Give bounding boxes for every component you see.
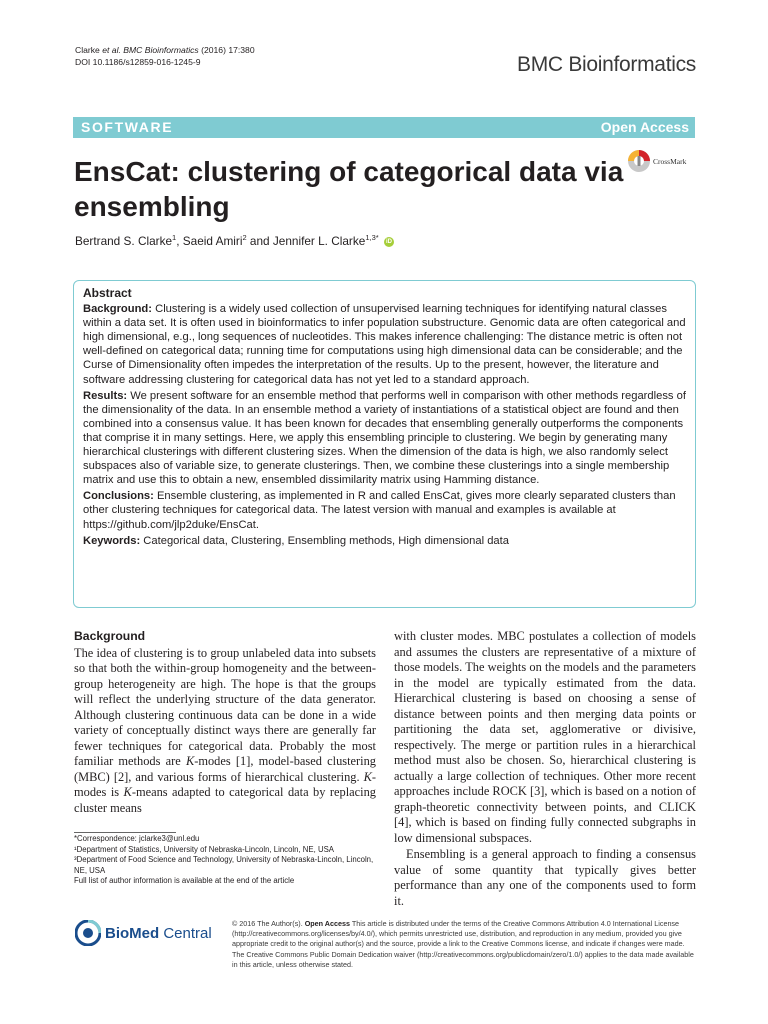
article-category: SOFTWARE [81,119,174,135]
author-affiliation-sup: 1 [172,233,177,242]
citation-line [75,44,255,56]
footnote-divider [74,832,176,833]
citation-authors: Clarke [75,45,103,55]
author-name: , Saeid Amiri [176,233,243,248]
abstract-results [83,389,687,488]
abstract-text: Clustering is a widely used collection of unsupervised learning techniques for identifying natural classes within a data set. It is often used in bioinformatics to infer population substructure. Genomic data are often categorical and high dimensional, e.g., long sequences of nucleotides. This makes inference challenging: The distance metric is often not well-defined on categorical data; running time for computations using high dimensional data can be considerable; and the Curse of Dimensionality often impedes the interpretation of the results. Up to the present, however, the literature and software addressing clustering for categorical data has not yet led to a standard approach. [83,303,686,386]
author-affiliation-sup: 1,3* [365,233,379,242]
abstract-text: Ensemble clustering, as implemented in R and called EnsCat, gives more clearly separated clusters than other clustering techniques for categorical data. The latest version with manual and examples is available at https://github.com/jlp2duke/EnsCat. [83,490,676,531]
body-italic: K [185,754,195,768]
crossmark-label: CrossMark [653,156,687,166]
affiliation-note: ¹Department of Statistics, University of Nebraska-Lincoln, Lincoln, NE, USA [74,844,334,854]
affiliation-note: ³Department of Food Science and Technology, University of Nebraska-Lincoln, Lincoln, NE, USA [74,855,374,875]
publisher-name-bold: BioMed [105,924,160,942]
copyright-text: © 2016 The Author(s). [232,919,305,928]
body-italic: K [363,769,372,784]
citation-journal: et al. BMC Bioinformatics [102,45,199,55]
abstract-text: We present software for an ensemble method that performs well in comparison with other methods regardless of the dimensionality of the data. In an ensemble method a variety of instantiations of a statistical object are found and then combined into a consensus value. It has been known for decades that ensembling generally outperforms the components that comprise it in many settings. Here, we apply this ensembling principle to clustering. We begin by generating many hierarchical clusterings with different clustering sizes. When the dimension of the data is high, we also randomly select subspaces also of variable size, to generate clusterings. Then, we combine these clusterings into a single membership matrix and use this to obtain a new, ensembled dissimilarity matrix using Hamming distance. [83,389,686,487]
article-type-banner [73,117,695,138]
correspondence-note[interactable]: *Correspondence: jclarke3@unl.edu [74,834,200,843]
journal-name: BMC Bioinformatics [517,53,696,76]
body-text: -modes [1], model-based clustering (MBC) [2], and various forms of hierarchical clustering. [74,754,376,784]
biomed-central-mark-icon [75,920,101,946]
open-access-label: Open Access [600,119,689,135]
section-heading: Background [74,629,146,643]
orcid-icon[interactable]: iD [385,238,392,245]
publisher-name-rest: Central [159,924,212,942]
author-name: Bertrand S. Clarke [75,233,173,248]
author-list [75,233,394,248]
abstract-text: Categorical data, Clustering, Ensembling methods, High dimensional data [140,534,509,547]
abstract-box [73,280,696,608]
body-column-right [394,629,696,909]
abstract-label: Conclusions: [83,490,154,503]
author-name: and Jennifer L. Clarke [246,233,366,248]
license-text: This article is distributed under the terms of the Creative Commons Attribution 4.0 International License (http://creativecommons.org/licenses/by/4.0/), which permits unrestricted use, distribution, and reproduction in any medium, provided you give appropriate credit to the original author(s) and the source, provide a link to the Creative Commons license, and indicate if changes were made. The Creative Commons Public Domain Dedication waiver (http://creativecommons.org/publicdomain/zero/1.0/) applies to the data made available in this article, unless otherwise stated. [232,919,694,969]
body-paragraph: Ensembling is a general approach to finding a consensus value of some quantity that typically gives better performance than any one of the components used to form it. [394,847,696,908]
footnotes [74,834,379,887]
crossmark-badge[interactable] [627,149,686,173]
body-text: -modes is [74,769,376,799]
abstract-heading: Abstract [83,286,132,300]
body-text: The idea of clustering is to group unlabeled data into subsets so that both the within-group homogeneity and the between-group heterogeneity are high. The hope is that the groups will reflect the underlying structure of the data generator. Although clustering continuous data can be done in a wide variety of conceptually distinct ways there are generally far fewer techniques for categorical data. Probably the most familiar methods are [74,645,376,768]
doi[interactable]: DOI 10.1186/s12859-016-1245-9 [75,57,201,67]
license-oa-label: Open Access [304,919,350,928]
abstract-label: Keywords: [83,534,141,547]
article-title: EnsCat: clustering of categorical data via ensembling [74,156,624,222]
body-paragraph: with cluster modes. MBC postulates a collection of models and assumes the clusters are representative of a mixture of those models. The weights on the models and the parameters in the model are typically estimated from the data. Hierarchical clustering is based on choosing a sense of distance between points and then merging data points or partitioning the data set, agglomerative or divisive, respectively. The merge or partition rules in a hierarchical method must also be chosen. So, hierarchical clustering is actually a large collection of techniques. Other more recent approaches include ROCK [3], which is based on a notion of graph-theoretic connectivity between points, and CLICK [4], which is based on finding fully connected subgraphs in low dimensional subspaces. [394,629,696,845]
biomed-central-logo[interactable] [75,920,212,946]
author-affiliation-sup: 2 [242,233,247,242]
abstract-label: Results: [83,389,128,402]
body-text: -means adapted to categorical data by replacing cluster means [74,785,377,815]
abstract-background [83,302,687,387]
crossmark-icon [627,149,651,173]
license-notice [232,919,698,970]
abstract-conclusions [83,489,687,531]
author-info-note: Full list of author information is available at the end of the article [74,876,295,886]
body-column-left [74,629,376,816]
citation-year: (2016) 17:380 [198,45,255,55]
citation-block [75,44,255,68]
body-paragraph [74,646,376,817]
abstract-keywords [83,534,687,548]
publisher-name [105,925,212,942]
body-italic: K [123,785,132,799]
abstract-label: Background: [83,303,152,316]
